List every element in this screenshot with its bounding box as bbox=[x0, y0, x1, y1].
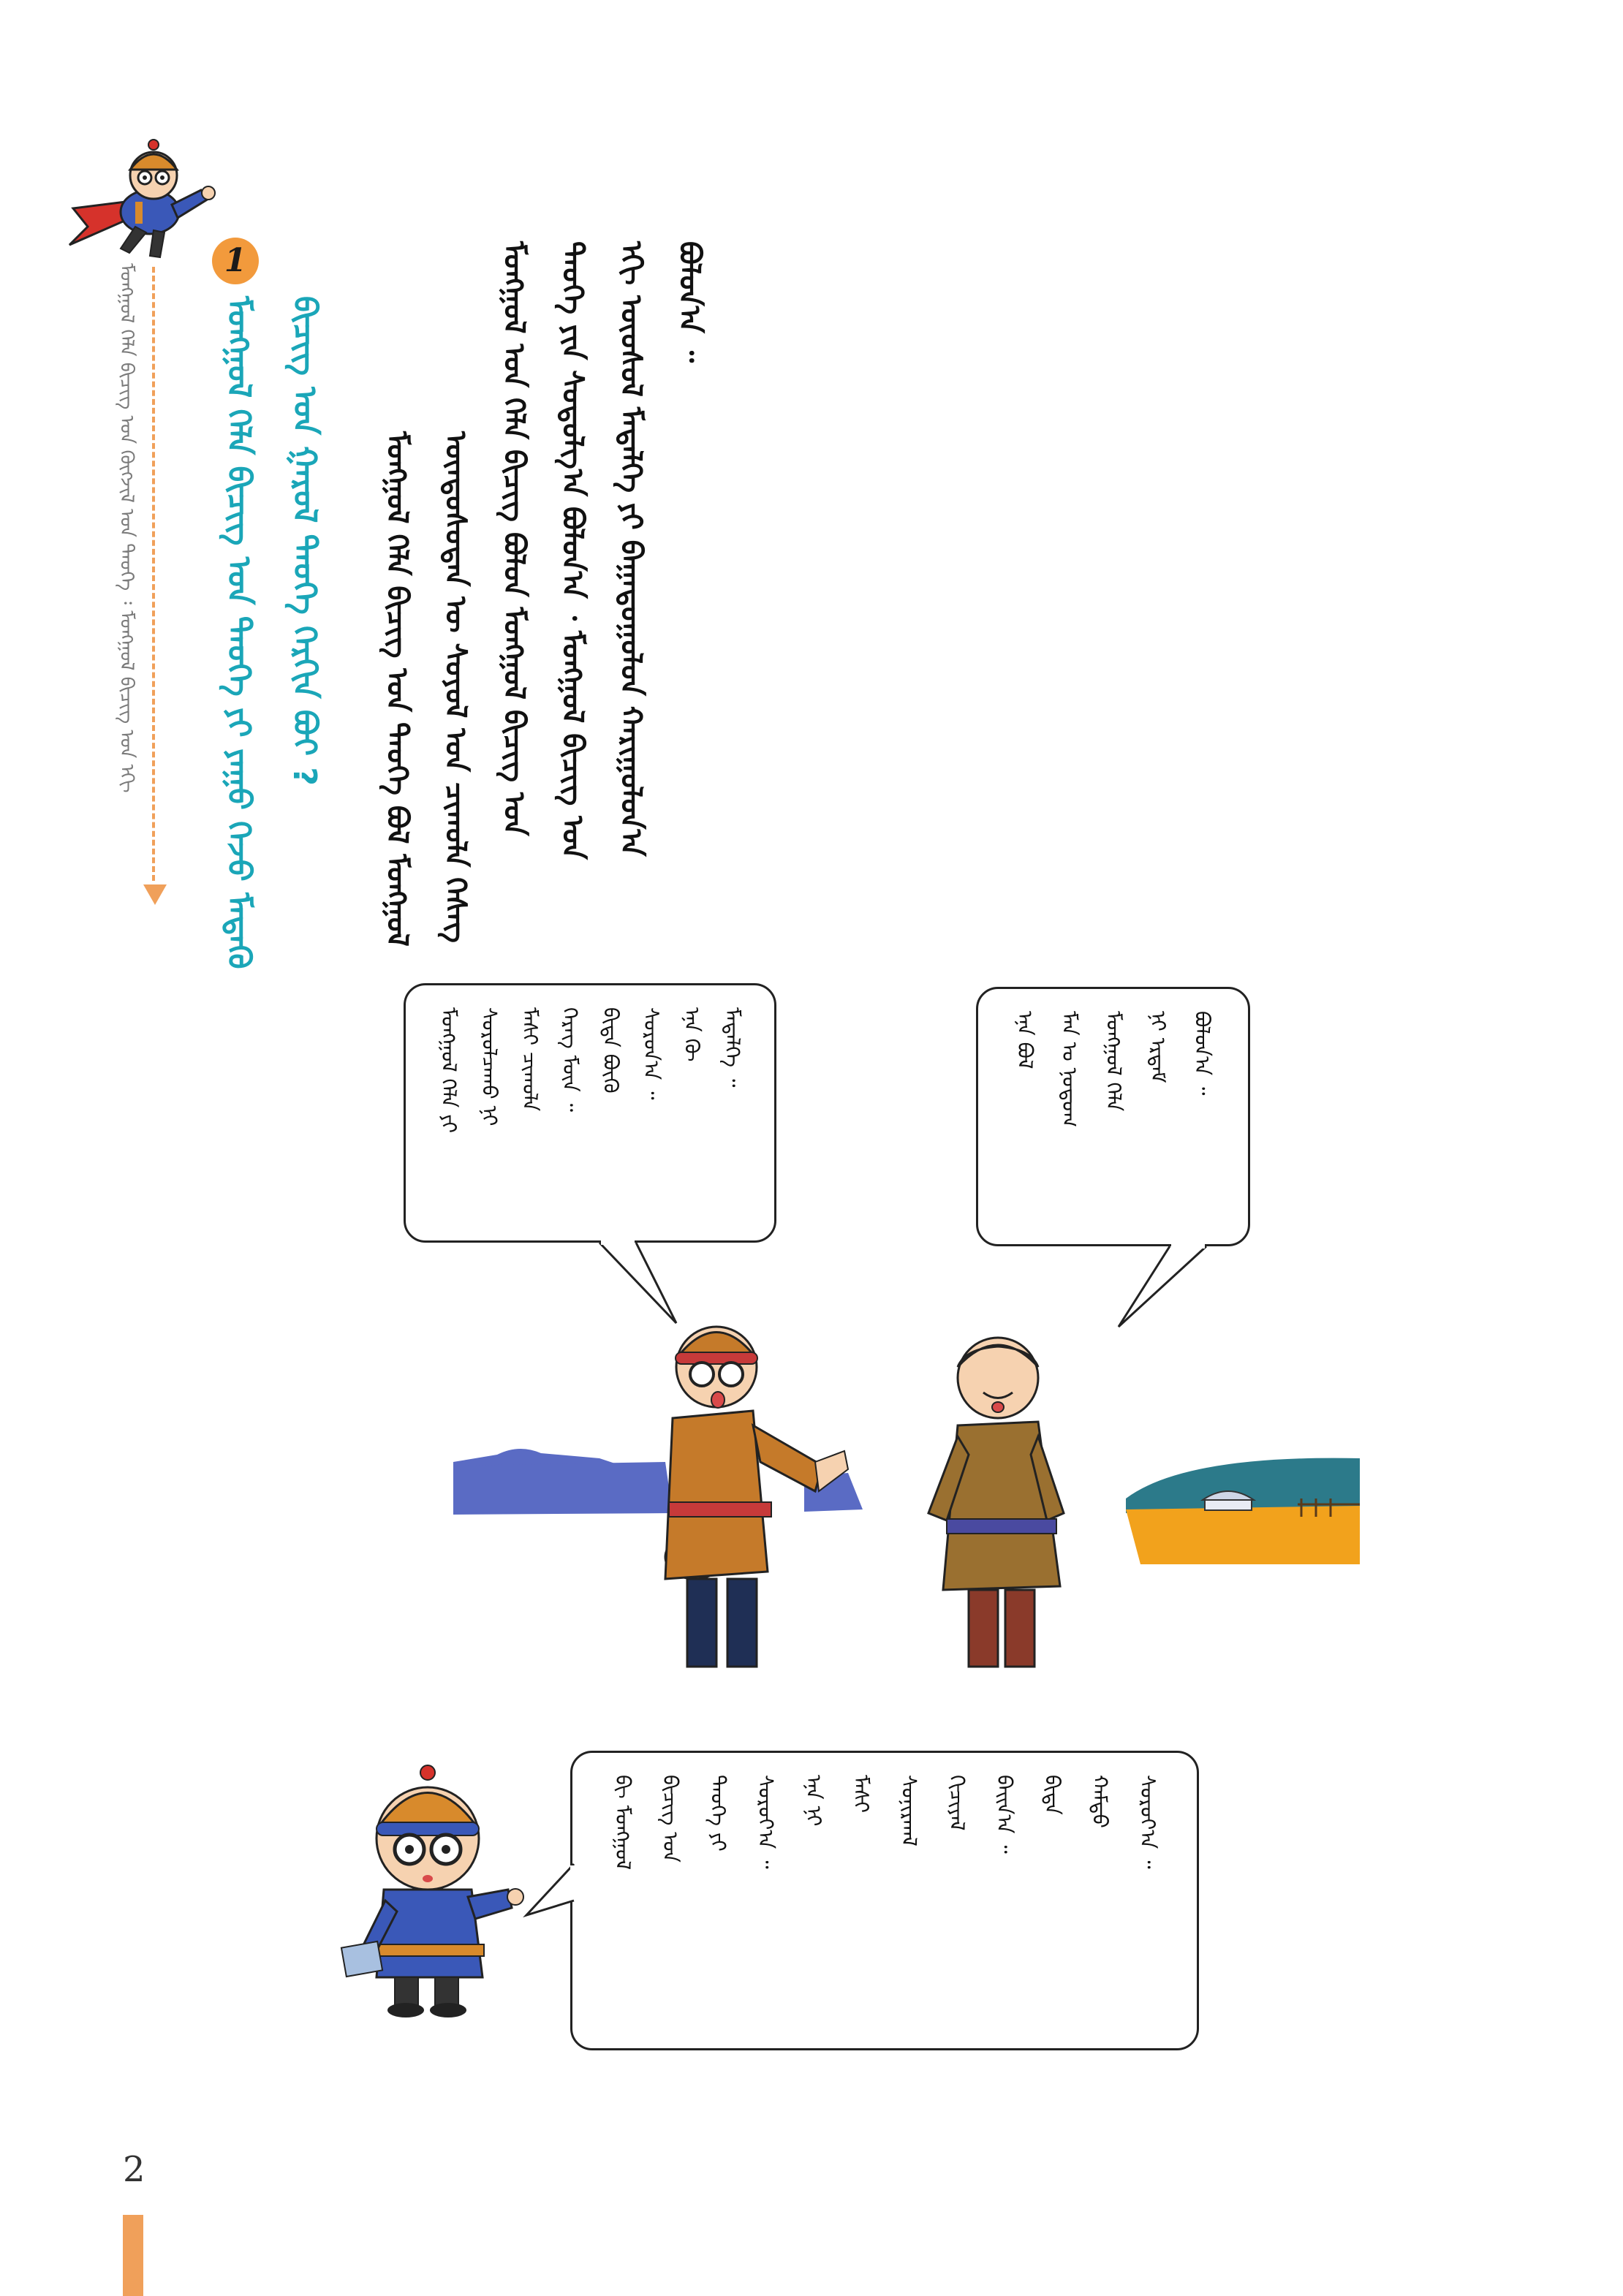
dashed-divider bbox=[152, 267, 155, 881]
paragraph-line-5: ᠡᠬᠢ ᠦᠦᠰᠦᠯ ᠮᠡᠳᠡᠯᠭᠡ ᠶᠢ ᠪᠠᠭᠠᠳᠤᠭᠤᠯᠤᠨ ᠬᠠᠷᠢᠭᠤᠯᠤᠨ᠎ᠠ bbox=[614, 241, 648, 857]
bubble-text: ᠪᠢᠴᠢᠭ᠌ ᠤᠨ bbox=[658, 1775, 683, 1863]
bubble-text: ᠡᠨᠡ ᠨᠢ bbox=[801, 1775, 826, 1827]
bubble-text: ᠮᠠᠨ ᠤ ᠨᠤᠲᠤᠭ bbox=[1057, 1011, 1082, 1128]
bubble-text: ᠡᠨᠡ ᠪᠣᠯ bbox=[1013, 1011, 1037, 1069]
landscape-with-two-men-illustration bbox=[453, 1279, 1360, 1718]
bubble-text: ᠡᠨᠡ ᠬᠦ bbox=[679, 1007, 704, 1062]
bubble-text: ᠮᠣᠩᠭᠣᠯ ᠬᠡᠯᠡ bbox=[1101, 1011, 1126, 1112]
page-accent-bar bbox=[123, 2215, 143, 2296]
bubble-text: ᠰᠤᠷᠤᠯᠴᠠᠬᠤ ᠨᠢ bbox=[477, 1007, 502, 1126]
page-number: 2 bbox=[123, 2149, 145, 2190]
bubble-text: ᠬᠢᠴᠢᠶᠡᠯ bbox=[945, 1775, 969, 1831]
triangle-marker-icon bbox=[143, 884, 167, 905]
paragraph-line-3: ᠮᠣᠩᠭᠣᠯ ᠤᠨ ᠬᠡᠯᠡ ᠪᠢᠴᠢᠭ ᠪᠣᠯᠤᠨ ᠮᠣᠩᠭᠣᠯ ᠪᠢᠴᠢᠭ᠌ ᠤᠨ bbox=[497, 241, 531, 836]
paragraph-line-6: ᠪᠣᠯᠤᠨ᠎ᠠ ᠃ bbox=[673, 241, 706, 363]
flying-mascot-illustration bbox=[62, 132, 223, 270]
paragraph-line-1: ᠮᠣᠩᠭᠣᠯ ᠬᠡᠯᠡ ᠪᠢᠴᠢᠭ᠌ ᠤᠨ ᠲᠡᠦᠬᠡ ᠪᠣᠯ ᠮᠣᠩᠭᠣᠯ bbox=[380, 431, 414, 947]
bubble-text: ᠰᠤᠷᠤᠨ᠎ᠠ ᠃ bbox=[639, 1007, 664, 1100]
child-speech-bubble bbox=[570, 1751, 1199, 2050]
bubble-text: ᠪᠣᠯᠤᠨ᠎ᠠ ᠃ bbox=[1190, 1011, 1215, 1096]
running-head: ᠮᠣᠩᠭᠣᠯ ᠬᠡᠯᠡ ᠪᠢᠴᠢᠭ᠌ ᠤᠨ ᠬᠥᠭᠵᠢᠯ ᠤᠨ ᠲᠡᠦᠬᠡ ᠄ ᠮᠣᠩᠭᠣᠯ ᠪᠢᠴᠢᠭ᠌ ᠤᠨ ᠡᠬᠢ bbox=[116, 263, 137, 793]
section-title-line-1: ᠮᠣᠩᠭᠣᠯ ᠬᠡᠯᠡ ᠪᠢᠴᠢᠭ᠌ ᠤᠨ ᠲᠡᠦᠬᠡ ᠶᠢ ᠶᠠᠭᠤ ᠭᠡᠵᠦ ᠮᠡᠳᠡᠬᠦ bbox=[220, 296, 257, 969]
teacher-bubble-tail bbox=[585, 1235, 695, 1330]
child-bubble-tail bbox=[523, 1857, 581, 1930]
bubble-text: ᠪᠢᠳᠡ ᠪᠦᠬᠦ bbox=[599, 1007, 624, 1094]
elder-figure bbox=[928, 1338, 1064, 1667]
bubble-text: ᠰᠤᠷᠤᠶ᠎ᠠ ᠃ bbox=[754, 1775, 779, 1869]
teacher-speech-bubble bbox=[404, 983, 776, 1243]
bubble-text: ᠨᠢ ᠡᠷᠳᠡᠮ bbox=[1146, 1011, 1170, 1083]
bubble-text: ᠰᠣᠨᠢᠷᠬᠠᠯ bbox=[896, 1775, 921, 1846]
bubble-text: ᠰᠤᠷᠤᠶ᠎ᠠ ᠃ bbox=[1135, 1775, 1160, 1869]
bubble-text: ᠮᠣᠩᠭᠣᠯ ᠬᠡᠯᠡ ᠶᠢ bbox=[436, 1007, 461, 1134]
elder-bubble-tail bbox=[1104, 1239, 1221, 1334]
paragraph-line-2: ᠦᠨᠳᠦᠰᠦᠲᠡᠨ ᠦ ᠰᠣᠶᠣᠯ ᠤᠨ ᠴᠢᠬᠤᠯᠠ ᠬᠡᠰᠡᠭ bbox=[439, 431, 472, 943]
bubble-text: ᠮᠠᠰᠢ ᠴᠢᠬᠤᠯᠠ bbox=[518, 1007, 542, 1112]
bubble-text: ᠮᠠᠰᠢ bbox=[849, 1775, 874, 1814]
section-title-line-2: ᠪᠢᠴᠢᠭ᠌ ᠤᠨ ᠭᠠᠷᠤᠯ ᠲᠡᠦᠬᠡ ᠬᠡᠷᠬᠢᠨ ᠪᠣᠢ ? bbox=[286, 296, 323, 786]
bubble-text: ᠪᠠᠢᠨ᠎ᠠ ᠃ bbox=[992, 1775, 1017, 1854]
bubble-text: ᠬᠠᠮᠲᠤ bbox=[1088, 1775, 1113, 1828]
child-mascot-illustration bbox=[333, 1758, 530, 2021]
bubble-text: ᠮᠡᠳᠡᠯᠭᠡ ᠃ bbox=[720, 1007, 745, 1088]
section-number-badge: 1 bbox=[212, 238, 259, 284]
bubble-text: ᠲᠡᠦᠬᠡ ᠶᠢ bbox=[705, 1775, 730, 1852]
bubble-text: ᠬᠡᠷᠡᠭ ᠮᠥᠨ ᠃ bbox=[558, 1007, 583, 1113]
paragraph-line-4: ᠲᠡᠦᠬᠡ ᠶᠢᠨ ᠰᠤᠳᠤᠯᠭ᠎ᠠ ᠪᠣᠯᠤᠨ᠎ᠠ ᠂ ᠮᠣᠩᠭᠣᠯ ᠪᠢᠴᠢᠭ᠌ ᠤᠨ bbox=[556, 241, 589, 860]
bubble-text: ᠪᠢ ᠮᠣᠩᠭᠣᠯ bbox=[610, 1775, 635, 1871]
bubble-text: ᠪᠢᠳᠡ bbox=[1040, 1775, 1064, 1815]
elder-speech-bubble bbox=[976, 987, 1250, 1246]
